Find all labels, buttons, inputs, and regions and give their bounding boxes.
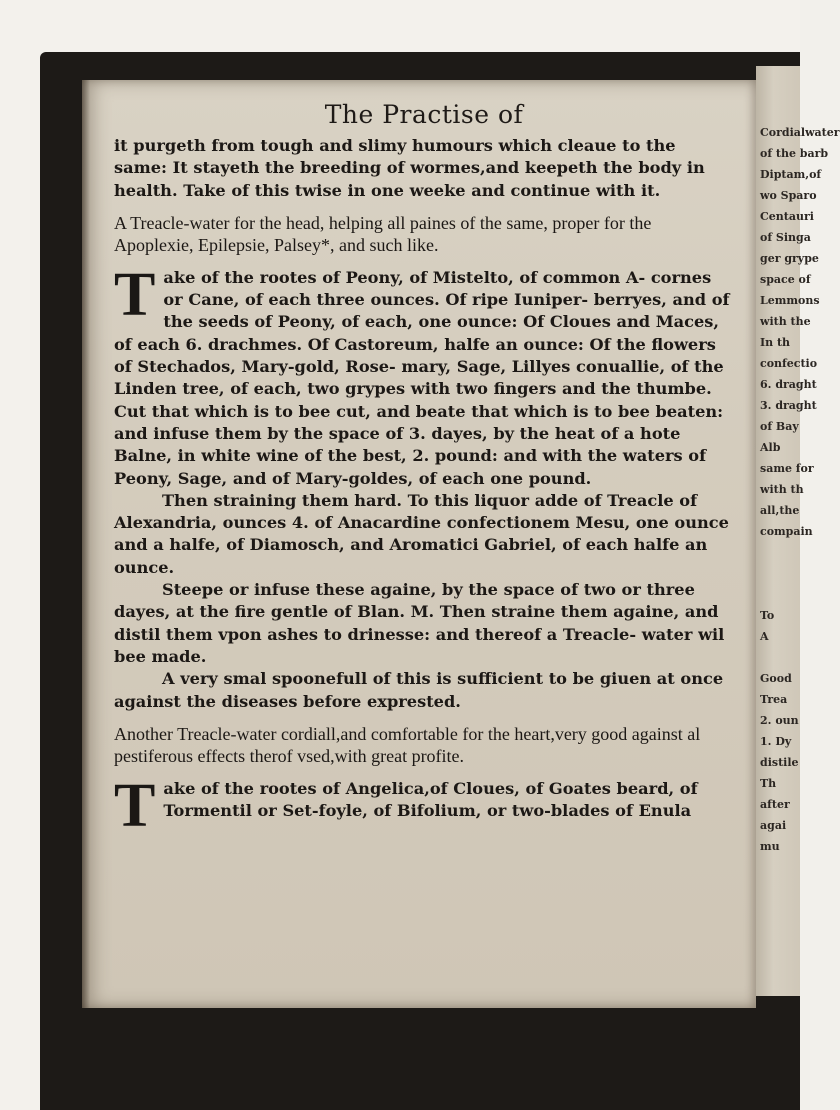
text-line: Another Treacle-water cordiall,and comfortable for the [114,723,510,744]
text-line: halfe an ounce. [114,535,708,577]
paragraph-p1 [114,135,734,202]
facing-page-line: of Singa [760,231,811,244]
facing-page-line: agai [760,819,787,832]
facing-page-line: wo Sparo [760,189,817,202]
text-line: cornes or Cane, of each three ounces. Of ripe Iuniper- [163,267,712,310]
text-line: Alexandria, ounces 4. of Anacardine confectionem Mesu, one [114,513,669,533]
text-line: of Tormentil or Set-foyle, of Bifolium, or two-blades of [163,778,698,821]
facing-page-line: confectio [760,357,818,370]
text-line: grypes with two fingers and the thumbe. Cut that which is to [114,379,712,421]
text-line: and of Mary-goldes, of each one pound. [232,468,592,488]
facing-page-line: Cordialwater [760,126,840,139]
facing-page-line: A [760,630,769,643]
text-line: health. Take of this twise in one weeke and continue with it. [114,180,661,200]
text-line: same: It stayeth the breeding of wormes,and keepeth the body in [114,158,705,178]
facing-page-line: compain [760,525,813,538]
text-line: mary, Sage, Lillyes conuallie, of the Linden tree, of each, two [114,357,724,399]
paragraph-p5 [114,579,734,668]
drop-capital: T [114,771,156,840]
text-line: wine of the best, 2. pound: and with the waters of Peony, Sage, [114,446,707,488]
paragraph-p2 [114,212,734,257]
facing-page-line: 6. draght [760,378,817,391]
text-line: heart,very good against al pestiferous effects therof vsed,with [114,723,701,767]
page-text [114,92,734,840]
facing-page-line: 3. draght [760,399,817,412]
facing-page-line: Alb [760,441,781,454]
text-line: berryes, and of the seeds of Peony, of each, one ounce: Of [163,290,730,332]
text-line: A Treacle-water for the head, helping all paines of the [114,212,502,233]
facing-page-line: all,the [760,504,800,517]
running-head: The Practise of [324,100,524,129]
facing-page-line [760,651,800,666]
paragraph-gap [114,713,734,723]
text-line: it purgeth from tough and slimy humours which cleaue to the [114,136,676,155]
gutter-shadow [82,80,90,1008]
text-line: Enula [638,801,692,821]
facing-page-line: In th [760,336,791,349]
facing-page-line: mu [760,840,780,853]
text-line: such like. [369,235,439,256]
text-line: ake of the rootes of Angelica,of Cloues, of Goates beard, [163,778,675,798]
facing-page-line [760,567,800,582]
text-line: bee cut, and beate that which is to bee beaten: and infuse them [114,401,724,443]
facing-page-line: of the barb [760,147,829,160]
facing-page-line: distile [760,756,799,769]
paragraph-gap [114,202,734,212]
facing-page-line: 2. oun [760,714,799,727]
text-line: ake of the rootes of Peony, of Mistelto, of common A- [163,267,646,287]
facing-page-line: Diptam,of [760,168,822,181]
text-line: halfe an ounce: Of the flowers of Stechados, Mary-gold, Rose- [114,334,716,377]
facing-page-line: of Bay [760,420,799,433]
facing-page-line: To [760,609,775,622]
facing-page-line: Lemmons [760,294,820,307]
paragraph-gap [114,768,734,778]
facing-page-line: Centauri [760,210,814,223]
facing-page-line [760,588,800,603]
facing-page-line: space of [760,273,811,286]
facing-page-line: Good [760,672,792,685]
text-line: by the space of 3. dayes, by the heat of a hote Balne, in white [114,423,681,466]
text-line: same, proper for the Apoplexie, Epilepsie, Palsey*, and [114,212,652,256]
text-line: water wil bee made. [114,624,725,666]
facing-page-fragment [756,66,840,996]
paragraph-gap [114,257,734,267]
text-line: against the diseases before exprested. [114,691,461,711]
facing-page-line: same for [760,462,814,475]
text-line: ounce and a halfe, of Diamosch, and Aromatici Gabriel, of each [114,513,729,555]
facing-page-line: ger grype [760,252,819,265]
facing-page-line: 1. Dy [760,735,792,748]
facing-page-line: Th [760,777,777,790]
paragraph-p6 [114,668,734,713]
facing-page-line [760,546,800,561]
drop-capital: T [114,260,156,329]
text-line: Then straining them hard. To this liquor adde of Treacle of [162,490,698,510]
paragraph-p3 [114,260,734,490]
text-line: A very smal spoonefull of this is sufficient to be giuen at once [162,669,724,689]
text-line: and distil them vpon ashes to drinesse: and thereof a Treacle- [114,602,719,644]
facing-page-line: Trea [760,693,788,706]
paragraph-p4 [114,490,734,579]
facing-page-line: with th [760,483,804,496]
text-line: dayes, at the fire gentle of Blan. M. Then straine them againe, [114,602,680,622]
facing-page-line: after [760,798,790,811]
text-line: great profite. [371,746,465,767]
paragraph-p8 [114,771,734,840]
facing-page-line: with the [760,315,811,328]
paragraph-p7 [114,723,734,768]
text-line: Steepe or infuse these againe, by the space of two or three [162,580,695,600]
text-line: Cloues and Maces, of each 6. drachmes. Of Castoreum, [114,312,720,354]
text-blocks [114,135,734,840]
